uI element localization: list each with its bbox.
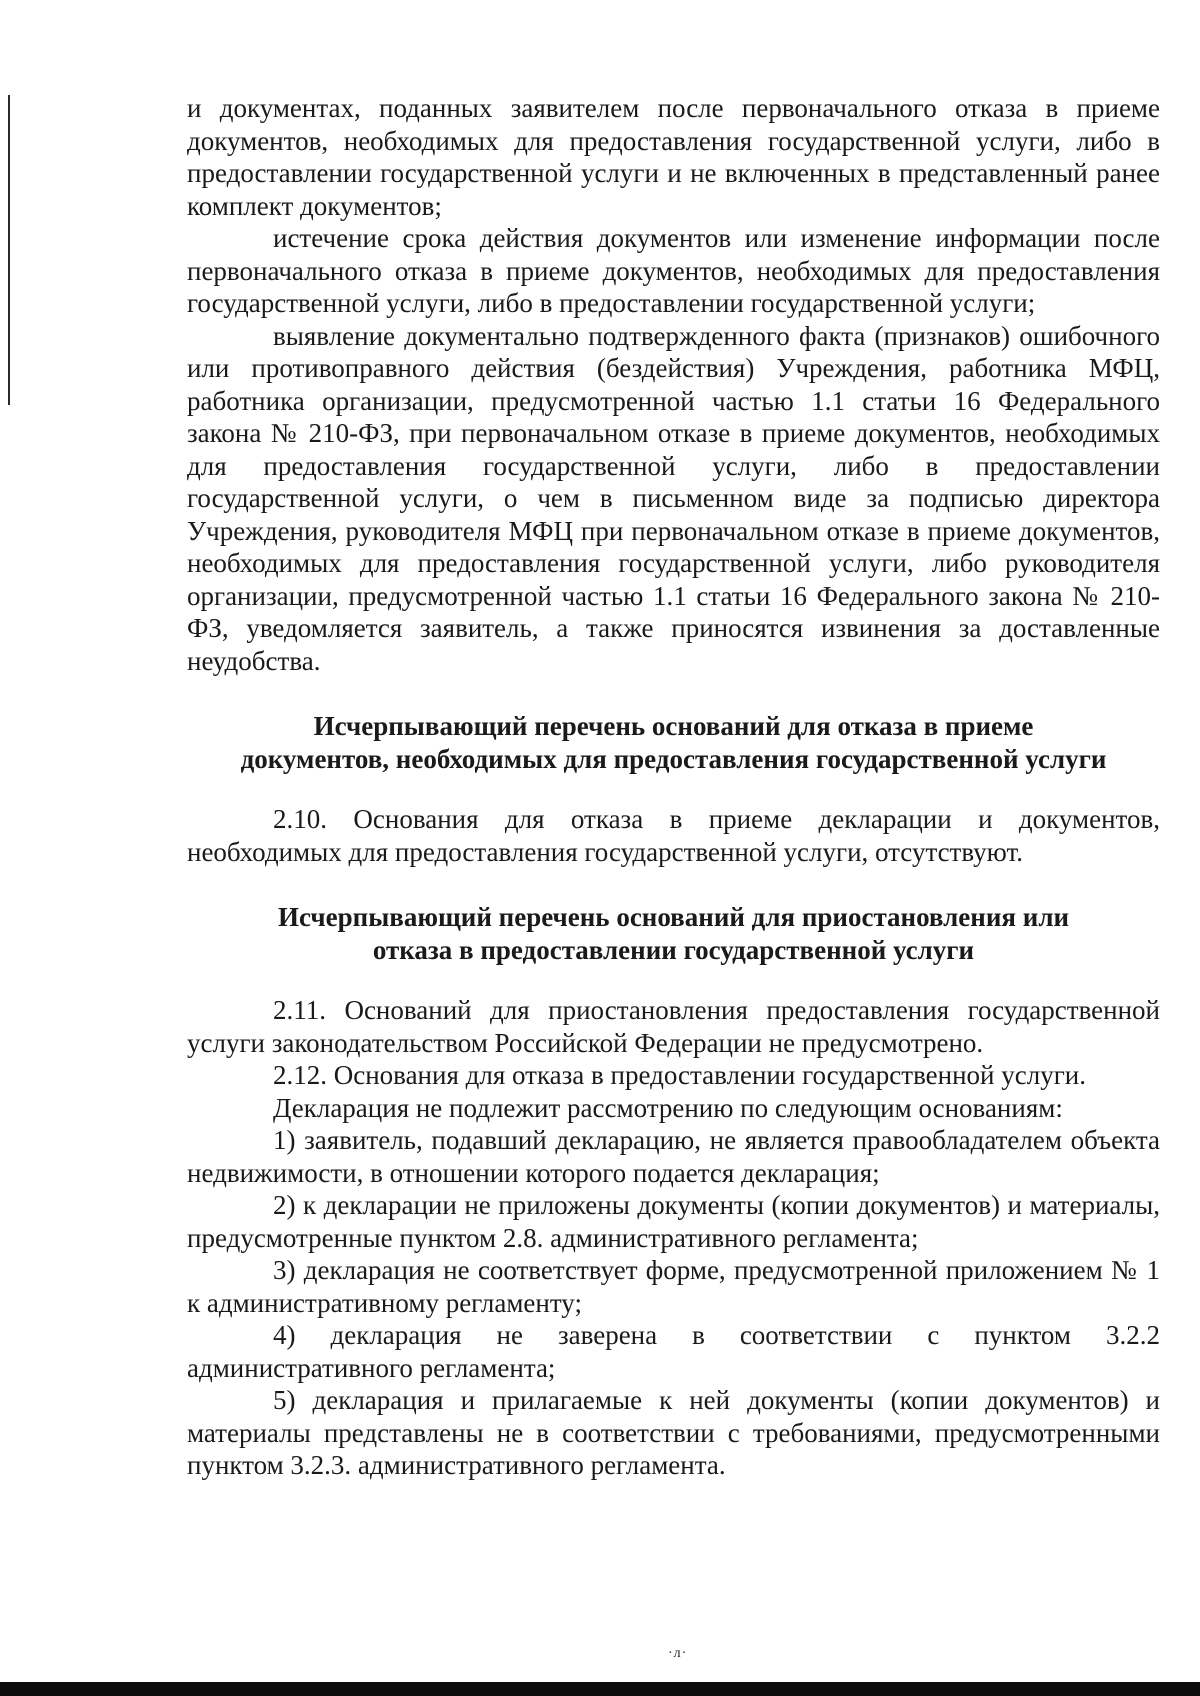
document-body: [187, 92, 1160, 1482]
section-heading: [187, 710, 1160, 775]
scan-bottom-edge: [0, 1682, 1200, 1696]
paragraph: и документах, поданных заявителем после первоначального отказа в приеме документов, необходимых для предоставления государственной услуги, либо в предоставлении государственной услуги и не включенных в представленный ранее комплект документов;: [187, 93, 1160, 221]
paragraph: Декларация не подлежит рассмотрению по следующим основаниям:: [273, 1092, 1063, 1123]
section-heading-line: Исчерпывающий перечень оснований для отказа в приеме: [313, 711, 1034, 741]
list-item: 3) декларация не соответствует форме, предусмотренной приложением № 1 к административному регламенту;: [187, 1255, 1160, 1318]
section-heading: [187, 901, 1160, 966]
section-heading-line: Исчерпывающий перечень оснований для приостановления или: [277, 902, 1070, 932]
page-number-mark: ·л·: [668, 1646, 688, 1661]
scan-margin-line: [8, 95, 10, 405]
list-item: 4) декларация не заверена в соответствии с пунктом 3.2.2 административного регламента;: [187, 1320, 1160, 1383]
paragraph: выявление документально подтвержденного факта (признаков) ошибочного или противоправного действия (бездействия) Учреждения, работника МФЦ, работника организации, предусмотренной частью 1.1 статьи 16 Федерального закона № 210-ФЗ, при первоначальном отказе в приеме документов, необходимых для предоставления государственной услуги, либо в предоставлении государственной услуги, о чем в письменном виде за подписью директора Учреждения, руководителя МФЦ при первоначальном отказе в приеме документов, необходимых для предоставления государственной услуги, либо руководителя организации, предусмотренной частью 1.1 статьи 16 Федерального закона № 210-ФЗ, уведомляется заявитель, а также приносятся извинения за доставленные неудобства.: [187, 320, 1160, 676]
paragraph: 2.10. Основания для отказа в приеме декларации и документов, необходимых для предоставления государственной услуги, отсутствуют.: [187, 804, 1160, 867]
paragraph: истечение срока действия документов или изменение информации после первоначального отказа в приеме документов, необходимых для предоставления государственной услуги, либо в предоставлении государственной услуги;: [187, 223, 1160, 318]
section-heading-line: отказа в предоставлении государственной услуги: [372, 934, 975, 965]
paragraph: 2.12. Основания для отказа в предоставлении государственной услуги.: [273, 1060, 1086, 1090]
list-item: 2) к декларации не приложены документы (копии документов) и материалы, предусмотренные пунктом 2.8. административного регламента;: [187, 1190, 1160, 1253]
list-item: 5) декларация и прилагаемые к ней документы (копии документов) и материалы представлены не в соответствии с требованиями, предусмотренными пунктом 3.2.3. административного регламента.: [187, 1385, 1160, 1480]
paragraph: 2.11. Оснований для приостановления предоставления государственной услуги законодательством Российской Федерации не предусмотрено.: [187, 995, 1160, 1058]
section-heading-line: документов, необходимых для предоставления государственной услуги: [240, 743, 1107, 774]
list-item: 1) заявитель, подавший декларацию, не является правообладателем объекта недвижимости, в отношении которого подается декларация;: [187, 1125, 1160, 1188]
